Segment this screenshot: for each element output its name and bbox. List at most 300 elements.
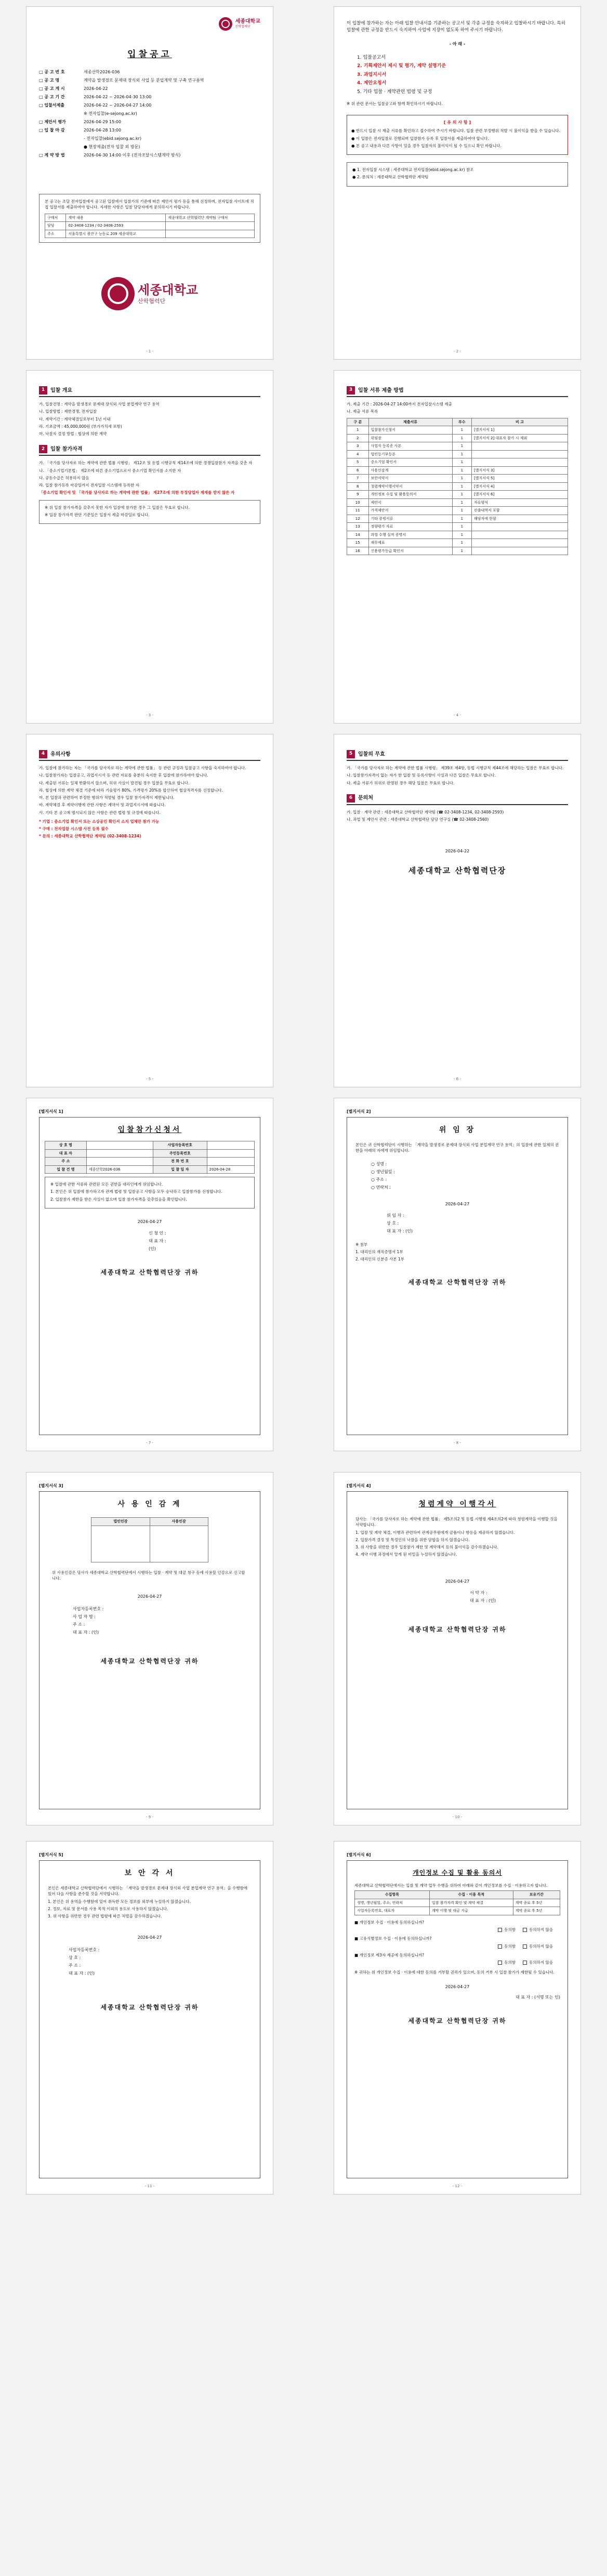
info-value: - 전자입찰(ebid.sejong.ac.kr) bbox=[84, 136, 142, 141]
caution-item: ● 본 공고 내용과 다른 사항이 있을 경우 입찰자의 불이익이 될 수 있으니 확인 바랍니다. bbox=[351, 143, 502, 148]
form-field: ○ 주소 : bbox=[371, 1177, 387, 1182]
list-item: 마. 낙찰자 결정 방법 : 협상에 의한 계약 bbox=[39, 431, 107, 436]
list-item: 바. 계약체결 후 계약이행에 관한 사항은 계약서 및 과업지시서에 따릅니다. bbox=[39, 803, 166, 808]
form-recipient: 세종대학교 산학협력단장 귀하 bbox=[408, 2017, 507, 2025]
intro-text: 이 입찰에 참가하는 자는 아래 입찰 안내서를 기준하는 공고서 및 각종 규정을 숙지하고 입찰하시기 바랍니다. 특히 입찰에 관한 규정을 반드시 숙지하여 사업에 지장이 없도록 하여 주시기 바랍니다. bbox=[347, 21, 565, 33]
list-item: 가. 「국가를 당사자로 하는 계약에 관한 법률 시행령」 제39조 제4항, 동법 시행규칙 제44조에 해당하는 입찰은 무효로 합니다. bbox=[347, 766, 564, 770]
table-row bbox=[347, 434, 568, 442]
table-cell: 사용인감계 bbox=[368, 466, 452, 475]
table-row bbox=[355, 1907, 560, 1915]
note-line: 2. 입찰참가 제한을 받은 사실이 없으며 입찰 참가자격을 갖추었음을 확인합니다. bbox=[50, 1197, 187, 1202]
consent-question bbox=[354, 1952, 560, 1966]
table-cell: 1 bbox=[452, 482, 471, 491]
table-row bbox=[347, 523, 568, 531]
table-cell bbox=[472, 450, 568, 458]
list-item: 나. 입찰참가자는 입찰공고, 과업지시서 등 관련 자료를 충분히 숙지한 후 입찰에 참가하여야 합니다. bbox=[39, 773, 208, 778]
table-cell: 서울특별시 광진구 능동로 209 세종대학교 bbox=[66, 230, 166, 238]
section-3-header: 3 입찰 서류 제출 방법 bbox=[347, 386, 568, 397]
table-cell: 14 bbox=[347, 531, 369, 539]
table-cell: 대 표 자 bbox=[45, 1149, 87, 1158]
announce-date: 2026-04-22 bbox=[445, 849, 470, 854]
consent-options bbox=[354, 1943, 560, 1949]
list-item: 라. 협상에 의한 계약 체결 기준에 따라 기술평가 80%, 가격평가 20%를 합산하여 협상적격자를 선정합니다. bbox=[39, 787, 223, 793]
table-cell: 4 bbox=[347, 450, 369, 458]
table-cell: 입 찰 건 명 bbox=[45, 1165, 87, 1174]
form-title: 개인정보 수집 및 활용 동의서 bbox=[413, 1869, 502, 1876]
list-item: 나. 「중소기업기본법」 제2조에 따른 중소기업으로서 중소기업 확인서를 소지한 자 bbox=[39, 468, 181, 473]
red-note-item: * 문의 : 세종대학교 산학협력단 계약팀 (02-3408-1234) bbox=[39, 834, 141, 839]
table-row bbox=[347, 539, 568, 547]
table-cell: 주 소 bbox=[45, 1158, 87, 1166]
table-row bbox=[347, 531, 568, 539]
table-cell bbox=[207, 1149, 254, 1158]
table-cell: 1 bbox=[452, 450, 471, 458]
signature-line: 사 업 자 명 : bbox=[73, 1614, 96, 1619]
attachment-note: ※ 첨부 bbox=[355, 1242, 368, 1247]
notice-text: 본 공고는 조달 전자입찰에서 공고된 입찰에서 입찰가의 기준에 따른 제안서 평가 등을 통해 선정하며, 전자입찰 사이트에 직접 입찰서를 제출하여야 합니다. 자세한 사항은 입찰 담당자에게 문의하시기 바랍니다. bbox=[45, 199, 254, 210]
notes-box bbox=[39, 500, 260, 524]
table-cell: 6 bbox=[347, 466, 369, 475]
form-date: 2026-04-27 bbox=[445, 1201, 470, 1206]
table-cell: 계약 이행 및 대금 지급 bbox=[429, 1907, 513, 1915]
table-row bbox=[347, 450, 568, 458]
form-title: 보 안 각 서 bbox=[124, 1869, 175, 1877]
checkbox-label: 동의함 bbox=[504, 1927, 516, 1932]
form-recipient: 세종대학교 산학협력단장 귀하 bbox=[100, 2004, 199, 2012]
section-1-list bbox=[39, 401, 260, 437]
seal-table bbox=[91, 1517, 208, 1562]
contact-item: 가. 입찰 · 계약 관련 : 세종대학교 산학협력단 계약팀 (☎ 02-3408-1234, 02-3408-2593) bbox=[347, 809, 504, 814]
table-row bbox=[347, 482, 568, 491]
table-cell bbox=[472, 442, 568, 451]
form-frame bbox=[39, 1860, 260, 2178]
pledge-item: 본인은 세종대학교 산학협력단에서 시행하는 「계약을 발생경로 문제대 장식외 사업 분업계약 연구 용역」을 수행함에 있어 다음 사항을 준수할 것을 서약합니다. bbox=[48, 1886, 248, 1897]
section-number: 4 bbox=[39, 750, 47, 758]
form-footer-note: ※ 귀하는 위 개인정보 수집 · 이용에 대한 동의를 거부할 권리가 있으며, 동의 거부 시 입찰 참가가 제한될 수 있습니다. bbox=[354, 1970, 555, 1975]
form-frame bbox=[347, 1491, 568, 1809]
form-field: ○ 생년월일 : bbox=[371, 1169, 395, 1174]
info-key: □ 제안서 평가 bbox=[39, 119, 84, 125]
table-row bbox=[347, 498, 568, 507]
info-key: □ 공 고 기 간 bbox=[39, 94, 84, 100]
table-cell: 15 bbox=[347, 539, 369, 547]
info-row bbox=[39, 94, 260, 100]
page-2 bbox=[334, 6, 581, 360]
info-row bbox=[39, 102, 260, 109]
signature-line: 사업자등록번호 : bbox=[69, 1948, 100, 1953]
page-12 bbox=[334, 1841, 581, 2194]
table-row bbox=[347, 442, 568, 451]
column-header: 비 고 bbox=[472, 418, 568, 426]
section-6-header: 6 문의처 bbox=[347, 794, 568, 805]
table-cell bbox=[86, 1149, 153, 1158]
pledge-item: 3. 위 사항을 위반한 경우 관련 법령에 따른 처벌을 감수하겠습니다. bbox=[48, 1914, 162, 1918]
table-cell bbox=[207, 1141, 254, 1150]
table-row bbox=[347, 466, 568, 475]
table-cell: 1 bbox=[452, 442, 471, 451]
info-value: 2026-04-29 15:00 bbox=[84, 120, 122, 124]
page-11 bbox=[26, 1841, 273, 2194]
table-cell: [별지서식 4] bbox=[472, 482, 568, 491]
table-cell: 담당 bbox=[45, 222, 66, 230]
notice-box bbox=[39, 194, 260, 243]
table-row bbox=[45, 1149, 255, 1158]
table-cell: 개인정보 수집 및 활용동의서 bbox=[368, 491, 452, 499]
consent-question-text: ■ 개인정보 수집 · 이용에 동의하십니까? bbox=[354, 1920, 425, 1925]
reference-item: ● 1. 전자입찰 시스템 : 세종대학교 전자입찰(ebid.sejong.ac.kr) 참조 bbox=[352, 167, 474, 172]
list-item: 나. 입찰참가자격이 없는 자가 한 입찰 및 등록사항이 사실과 다른 입찰은 무효로 합니다. bbox=[347, 773, 496, 778]
big-logo-main: 세종대학교 bbox=[138, 283, 198, 297]
table-cell: 1 bbox=[452, 515, 471, 523]
page-3 bbox=[26, 370, 273, 724]
table-cell: 7 bbox=[347, 475, 369, 483]
table-cell: 구매처 bbox=[45, 214, 66, 222]
notice-info-list bbox=[39, 69, 260, 161]
table-cell: 1 bbox=[452, 426, 471, 435]
table-cell: 5 bbox=[347, 458, 369, 467]
table-cell: 1 bbox=[452, 539, 471, 547]
checkbox-label: 동의하지 않음 bbox=[529, 1927, 553, 1932]
list-item: 나. 입찰방법 : 제한경쟁, 전자입찰 bbox=[39, 409, 97, 414]
table-cell: [별지서식 1] bbox=[472, 426, 568, 435]
red-notes bbox=[39, 819, 260, 839]
table-cell: 1 bbox=[452, 466, 471, 475]
section-number: 2 bbox=[39, 445, 47, 453]
table-row bbox=[347, 515, 568, 523]
info-row bbox=[39, 136, 260, 142]
table-cell: [별지서식 3] bbox=[472, 466, 568, 475]
table-cell: 정량평가 자료 bbox=[368, 523, 452, 531]
form-title: 위 임 장 bbox=[439, 1126, 476, 1134]
page-number: - 5 - bbox=[146, 1076, 153, 1081]
table-cell: 12 bbox=[347, 515, 369, 523]
page-1 bbox=[26, 6, 273, 360]
table-cell: 사업자 등록증 사본 bbox=[368, 442, 452, 451]
section-number: 5 bbox=[347, 750, 355, 758]
contact-table bbox=[45, 214, 255, 239]
list-item: 가. 입찰에 참가하는 자는 「국가를 당사자로 하는 계약에 관한 법률」 등 관련 규정과 입찰공고 사항을 숙지하여야 합니다. bbox=[39, 766, 246, 770]
signature-line: (인) bbox=[149, 1246, 156, 1251]
list-item: 가. 제출 기간 : 2026-04-27 14:00까지 전자입찰시스템 제출 bbox=[347, 402, 452, 406]
table-cell: 1 bbox=[452, 491, 471, 499]
table-cell: 2 bbox=[347, 434, 369, 442]
section-4-header: 4 유의사항 bbox=[39, 750, 260, 761]
table-cell: 자유양식 bbox=[472, 498, 568, 507]
info-value: 2026-04-30 14:00 이후 (전자조달시스템계약 방식) bbox=[84, 153, 181, 157]
page-number: - 3 - bbox=[146, 713, 153, 717]
section-5-header: 5 입찰의 무효 bbox=[347, 750, 568, 761]
page-4 bbox=[334, 370, 581, 724]
table-cell: 1 bbox=[452, 498, 471, 507]
page-title: 입찰공고 bbox=[127, 49, 172, 60]
form-date: 2026-04-27 bbox=[137, 1935, 162, 1940]
table-cell: 02-3408-1234 / 02-3408-2593 bbox=[66, 222, 166, 230]
submission-table bbox=[347, 418, 568, 556]
page-number: - 4 - bbox=[454, 713, 461, 717]
table-cell bbox=[86, 1141, 153, 1150]
info-value: 계약을 발생경로 문제대 장식외 사업 등 분업계약 및 구축 연구용역 bbox=[84, 78, 204, 83]
header-logo bbox=[39, 17, 260, 31]
table-cell: 사업자등록번호 bbox=[153, 1141, 207, 1150]
info-key: □ 공 고 명 bbox=[39, 77, 84, 84]
info-row bbox=[39, 69, 260, 75]
table-cell: 전 화 번 호 bbox=[153, 1158, 207, 1166]
reference-box bbox=[347, 162, 568, 187]
info-value: 세종산학2026-036 bbox=[84, 70, 120, 74]
table-cell bbox=[166, 222, 255, 230]
university-seal-large-icon bbox=[101, 277, 135, 310]
info-row bbox=[39, 144, 260, 150]
form-recipient: 세종대학교 산학협력단장 귀하 bbox=[100, 1268, 199, 1276]
form-intro: 세종대학교 산학협력단에서는 입찰 및 계약 업무 수행을 위하여 아래와 같이 개인정보를 수집 · 이용하고자 합니다. bbox=[354, 1883, 548, 1888]
table-row bbox=[45, 1158, 255, 1166]
signature-line: 대 표 자 : (인) bbox=[387, 1228, 413, 1233]
list-item: 나. 제출 서류 목록 bbox=[347, 409, 378, 414]
attachment-note: 2. 대리인의 신분증 사본 1부 bbox=[355, 1257, 404, 1261]
table-cell: 1 bbox=[347, 426, 369, 435]
section-1-header: 1 입찰 개요 bbox=[39, 386, 260, 397]
consent-question bbox=[354, 1920, 560, 1933]
table-cell bbox=[472, 531, 568, 539]
university-seal-icon bbox=[219, 17, 232, 31]
form-recipient: 세종대학교 산학협력단장 귀하 bbox=[100, 1658, 199, 1665]
form-field: ○ 연락처 : bbox=[371, 1185, 391, 1190]
table-row bbox=[45, 222, 255, 230]
table-cell bbox=[472, 547, 568, 555]
form-title: 사 용 인 감 계 bbox=[117, 1500, 182, 1508]
table-cell: 1 bbox=[452, 531, 471, 539]
signature-line: 대 표 자 : bbox=[149, 1238, 166, 1243]
table-cell: 계약 내용 bbox=[66, 214, 166, 222]
list-item: 가. 「국가를 당사자로 하는 계약에 관한 법률 시행령」 제12조 및 동법 시행규칙 제14조에 의한 경쟁입찰참가 자격을 갖춘 자 bbox=[39, 461, 253, 466]
form-date: 2026-04-27 bbox=[445, 1984, 470, 1989]
info-row bbox=[39, 127, 260, 134]
table-cell bbox=[472, 539, 568, 547]
table-cell: 입 찰 일 자 bbox=[153, 1165, 207, 1174]
pledge-item: 2. 입찰가격 결정 및 특정인의 낙찰을 위한 담합을 하지 않겠습니다. bbox=[355, 1537, 470, 1542]
form-label: [별지서식 2] bbox=[347, 1109, 371, 1114]
table-cell: 입찰참가신청서 bbox=[368, 426, 452, 435]
checkbox-label: 동의함 bbox=[504, 1960, 516, 1965]
table-row bbox=[347, 491, 568, 499]
pledge-item: 2. 정보, 자료 및 문서를 사용 목적 이외의 용도로 사용하지 않겠습니다. bbox=[48, 1906, 168, 1911]
seal-cell bbox=[91, 1526, 150, 1562]
table-row bbox=[347, 547, 568, 555]
seal-cell bbox=[150, 1526, 208, 1562]
signature-line: 서 약 자 : bbox=[470, 1590, 487, 1595]
red-note-item: * 구매 : 전자입찰 시스템 사전 등록 필수 bbox=[39, 826, 109, 831]
info-value: ● 현장제출(전자 입찰 외 방문) bbox=[84, 144, 140, 149]
list-item: 사. 기타 본 공고에 명시되지 않은 사항은 관련 법령 및 규정에 따릅니다. bbox=[39, 810, 161, 815]
org-signature: 세종대학교 산학협력단장 bbox=[408, 866, 507, 876]
highlight-text: 「중소기업 확인서 및 「국가를 당사자로 하는 계약에 관한 법률」 제27조에 의한 부정당업자 제재를 받지 않은 자 bbox=[39, 490, 235, 495]
page-number: - 12 - bbox=[452, 2184, 463, 2188]
page-number: - 9 - bbox=[146, 1815, 153, 1819]
info-key: □ 입 찰 마 감 bbox=[39, 127, 84, 134]
form-title: 입찰참가신청서 bbox=[117, 1126, 182, 1134]
form-title: 청렴계약 이행각서 bbox=[418, 1500, 496, 1508]
table-row bbox=[347, 475, 568, 483]
table-cell: 기타 증빙서류 bbox=[368, 515, 452, 523]
table-cell: 보안서약서 bbox=[368, 475, 452, 483]
table-cell: 1 bbox=[452, 523, 471, 531]
checkbox-label: 동의하지 않음 bbox=[529, 1943, 553, 1949]
caution-box bbox=[347, 115, 568, 155]
form-signature-line: 대 표 자 : (서명 또는 인) bbox=[515, 1994, 560, 2000]
table-cell: 11 bbox=[347, 507, 369, 515]
form-frame bbox=[39, 1491, 260, 1809]
checkbox[interactable] bbox=[523, 1928, 527, 1932]
table-cell: 입찰 참가자격 확인 및 계약 체결 bbox=[429, 1899, 513, 1907]
col-user-seal: 사용인감 bbox=[150, 1518, 208, 1526]
table-cell: 세종산학2026-036 bbox=[86, 1165, 153, 1174]
form-label: [별지서식 5] bbox=[39, 1852, 63, 1857]
reference-item: ● 2. 문의처 : 세종대학교 산학협력단 계약팀 bbox=[352, 175, 429, 180]
table-cell: 1 bbox=[452, 458, 471, 467]
signature-line: 주 소 : bbox=[69, 1963, 81, 1968]
info-key: □ 입찰서제출 bbox=[39, 102, 84, 109]
pledge-item: 당사는 「국가를 당사자로 하는 계약에 관한 법률」 제5조의2 및 동법 시행령 제4조의2에 따라 청렴계약을 이행할 것을 서약합니다. bbox=[355, 1517, 558, 1528]
info-row bbox=[39, 119, 260, 125]
table-cell: 10 bbox=[347, 498, 369, 507]
checkbox[interactable] bbox=[498, 1944, 502, 1949]
section-number: 1 bbox=[39, 386, 47, 395]
note-line: ※ 입찰에 관한 서류와 관련된 모든 권한을 대리인에게 위임합니다. bbox=[50, 1182, 163, 1187]
table-cell: 상 호 명 bbox=[45, 1141, 87, 1150]
logo-main-text: 세종대학교 bbox=[235, 19, 260, 25]
table-cell: 성명, 생년월일, 주소, 연락처 bbox=[355, 1899, 430, 1907]
caution-item: ● 이 입찰은 전자입찰로 진행되며 입찰참가 등록 후 입찰서를 제출하여야 합니다. bbox=[351, 136, 489, 141]
table-cell: 사업자등록번호, 대표자 bbox=[355, 1907, 430, 1915]
info-value: 2026-04-22 ~ 2026-04-30 13:00 bbox=[84, 95, 152, 99]
signature-line: 대 표 자 : (인) bbox=[470, 1598, 496, 1603]
table-cell: 산출내역서 포함 bbox=[472, 507, 568, 515]
document-list-item: 1. 입찰공고서 bbox=[357, 55, 386, 60]
column-header: 부수 bbox=[452, 418, 471, 426]
page-8 bbox=[334, 1098, 581, 1451]
signature-line: 상 호 : bbox=[69, 1955, 81, 1961]
list-item: 다. 계약기간 : 계약체결일로부터 1년 이내 bbox=[39, 416, 111, 422]
consent-options bbox=[354, 1927, 560, 1933]
checkbox-label: 동의함 bbox=[504, 1943, 516, 1949]
table-cell: 재무제표 bbox=[368, 539, 452, 547]
form-date: 2026-04-27 bbox=[137, 1594, 162, 1599]
info-key: □ 공 고 번 호 bbox=[39, 69, 84, 75]
column-header: 수집 · 이용 목적 bbox=[429, 1891, 513, 1899]
caution-list bbox=[39, 765, 260, 816]
consent-question-text: ■ 고유식별정보 수집 · 이용에 동의하십니까? bbox=[354, 1936, 432, 1941]
section-2-header: 2 입찰 참가자격 bbox=[39, 445, 260, 456]
table-cell: 주소 bbox=[45, 230, 66, 238]
table-cell: 2026-04-28 bbox=[207, 1165, 254, 1174]
table-cell: 가격제안서 bbox=[368, 507, 452, 515]
table-cell: 1 bbox=[452, 507, 471, 515]
info-value: 2026-04-22 ~ 2026-04-27 14:00 bbox=[84, 103, 152, 108]
table-row bbox=[45, 214, 255, 222]
form-body: 본인은 귀 산학협력단이 시행하는 「계약을 발생경로 문제대 장식외 사업 분업계약 연구 용역」의 입찰에 관한 일체의 권한을 아래의 자에게 위임합니다. bbox=[355, 1142, 559, 1153]
table-cell: 과업 수행 실적 증명서 bbox=[368, 531, 452, 539]
checkbox[interactable] bbox=[523, 1944, 527, 1949]
form-recipient: 세종대학교 산학협력단장 귀하 bbox=[408, 1625, 507, 1633]
col-corporate-seal: 법인인감 bbox=[91, 1518, 150, 1526]
attachment-note: 1. 대리인의 재직증명서 1부 bbox=[355, 1249, 403, 1254]
table-cell bbox=[207, 1158, 254, 1166]
page-number: - 10 - bbox=[452, 1815, 463, 1819]
section-number: 3 bbox=[347, 386, 355, 395]
table-cell: [별지서식 2] 대표자 참가 시 제외 bbox=[472, 434, 568, 442]
signature-line: 위 임 자 : bbox=[387, 1213, 404, 1218]
table-cell bbox=[472, 523, 568, 531]
contact-item: 나. 과업 및 제안서 관련 : 세종대학교 산학협력단 담당 연구실 (☎ 02-3408-2560) bbox=[347, 817, 489, 822]
page-number: - 11 - bbox=[144, 2184, 155, 2188]
caution-item: ● 반드시 입찰 시 제출 서류를 확인하고 접수하여 주시기 바랍니다. 입찰 관련 부정행위 적발 시 불이익을 받을 수 있습니다. bbox=[351, 128, 560, 134]
page-number: - 2 - bbox=[454, 349, 461, 353]
checkbox[interactable] bbox=[498, 1961, 502, 1965]
table-cell: 제안서 bbox=[368, 498, 452, 507]
table-row bbox=[347, 458, 568, 467]
table-cell: 계약 종료 후 5년 bbox=[513, 1899, 560, 1907]
privacy-table bbox=[354, 1890, 560, 1915]
note-item: ※ 입찰 참가자격 판단 기준일은 입찰서 제출 마감일로 합니다. bbox=[45, 512, 150, 517]
list-item: 다. 공동수급은 허용하지 않음 bbox=[39, 475, 89, 480]
table-row bbox=[45, 230, 255, 238]
form-frame bbox=[39, 1117, 260, 1435]
checkbox[interactable] bbox=[523, 1961, 527, 1965]
table-row bbox=[347, 426, 568, 435]
page-10 bbox=[334, 1472, 581, 1825]
table-cell: 9 bbox=[347, 491, 369, 499]
table-cell: 중소기업 확인서 bbox=[368, 458, 452, 467]
page-number: - 8 - bbox=[454, 1440, 461, 1445]
logo-sub-text: 산학협력단 bbox=[235, 25, 250, 29]
table-cell bbox=[86, 1158, 153, 1166]
signature-line: 상 호 : bbox=[387, 1220, 399, 1226]
table-cell: [별지서식 5] bbox=[472, 475, 568, 483]
checkbox[interactable] bbox=[498, 1928, 502, 1932]
table-row bbox=[355, 1899, 560, 1907]
table-cell: 법인등기부등본 bbox=[368, 450, 452, 458]
big-logo-sub: 산학협력단 bbox=[138, 297, 166, 305]
checkbox-label: 동의하지 않음 bbox=[529, 1960, 553, 1965]
signature-line: 대 표 자 : (인) bbox=[69, 1971, 95, 1976]
page-number: - 1 - bbox=[146, 349, 153, 353]
pledge-item: 1. 본인은 위 용역을 수행함에 있어 취득한 모든 정보를 외부에 누설하지 않겠습니다. bbox=[48, 1899, 191, 1904]
form-notes bbox=[45, 1177, 255, 1208]
info-key: □ 계 약 방 법 bbox=[39, 152, 84, 159]
document-list-item: 2. 기획제안서 제시 및 평가, 계약 설명기준 bbox=[357, 63, 446, 69]
form-recipient: 세종대학교 산학협력단장 귀하 bbox=[408, 1279, 507, 1286]
table-cell bbox=[166, 230, 255, 238]
form-label: [별지서식 3] bbox=[39, 1483, 63, 1488]
list-item: 라. 입찰 참가등록 마감일까지 전자입찰 시스템에 등록한 자 bbox=[39, 483, 139, 488]
document-list-item: 3. 과업지시서 bbox=[357, 72, 387, 77]
list-item: 가. 입찰건명 : 계약을 발생경로 문제대 장식외 사업 분업계약 연구 용역 bbox=[39, 402, 160, 406]
table-cell: 청렴계약이행서약서 bbox=[368, 482, 452, 491]
form-date: 2026-04-27 bbox=[137, 1219, 162, 1224]
form-field: ○ 성명 : bbox=[371, 1161, 387, 1166]
document-list-item: 4. 제안요청서 bbox=[357, 81, 387, 86]
info-row bbox=[39, 152, 260, 159]
list-item: 마. 본 입찰과 관련하여 부정한 행위가 적발될 경우 입찰 참가자격이 제한됩니다. bbox=[39, 795, 175, 800]
form-date: 2026-04-27 bbox=[445, 1579, 470, 1584]
table-cell: 주민등록번호 bbox=[153, 1149, 207, 1158]
note-line: 1. 본인은 위 입찰에 참가하고자 관계 법령 및 입찰공고 사항을 모두 승낙하고 입찰참가를 신청합니다. bbox=[50, 1189, 222, 1194]
table-cell: 3 bbox=[347, 442, 369, 451]
table-cell: 해당자에 한함 bbox=[472, 515, 568, 523]
info-row bbox=[39, 77, 260, 84]
form-label: [별지서식 4] bbox=[347, 1483, 371, 1488]
caution-title: [ 유 의 사 항 ] bbox=[443, 120, 471, 125]
